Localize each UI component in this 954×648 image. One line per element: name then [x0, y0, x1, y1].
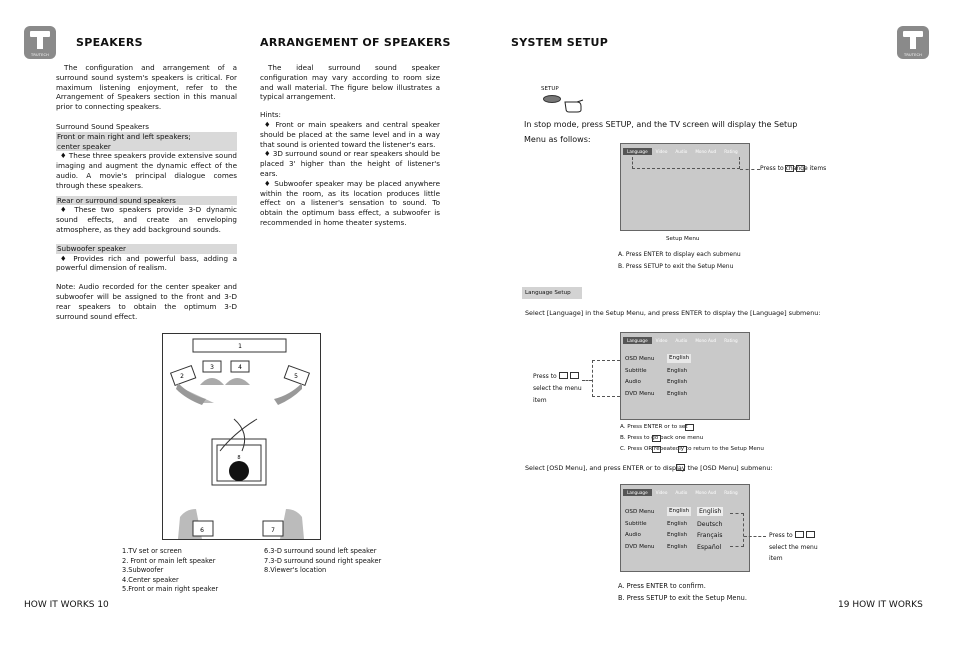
- menu-value-osd: English: [669, 508, 690, 514]
- osd-option-deutsch: Deutsch: [697, 520, 723, 528]
- language-setup-bar: Language Setup: [522, 287, 582, 299]
- step-b: B. Press SETUP to exit the Setup Menu: [618, 263, 734, 270]
- press-select-instructions: Press to select the menu item: [533, 373, 582, 404]
- diagram-label-3: 3: [210, 364, 214, 371]
- menu-value-audio: English: [667, 532, 688, 539]
- tab-audio: Audio: [675, 149, 688, 154]
- menu-item-subtitle: Subtitle: [625, 367, 647, 374]
- final-step-b: B. Press SETUP to exit the Setup Menu.: [618, 594, 747, 602]
- step-a: A. Press ENTER to display each submenu: [618, 251, 741, 258]
- footer-right: 19 HOW IT WORKS: [838, 600, 923, 610]
- speaker-arrangement-diagram: [162, 333, 321, 540]
- instruction-line-1: In stop mode, press SETUP, and the TV screen will display the Setup: [524, 120, 798, 129]
- tab-mono-aud: Mono Aud: [695, 490, 717, 495]
- instruction-line-2: Menu as follows:: [524, 135, 591, 144]
- menu-item-dvd: DVD Menu: [625, 543, 655, 550]
- menu-item-audio: Audio: [625, 532, 641, 539]
- osd-menu-items: [625, 507, 654, 553]
- setup-menu-tabs: [623, 148, 742, 155]
- diagram-legend-right: 6.3-D surround sound left speaker 7.3-D surround sound right speaker 8.Viewer's location: [264, 547, 382, 575]
- select-osd-instruction: Select [OSD Menu], and press ENTER or to display the [OSD Menu] submenu:: [525, 464, 773, 472]
- footer-left: HOW IT WORKS 10: [24, 600, 109, 610]
- menu-value-dvd: English: [667, 390, 688, 397]
- brand-logo-left: TRUTECH: [24, 26, 56, 59]
- menu-value-subtitle: English: [667, 367, 688, 374]
- arrangement-body: The ideal surround sound speaker configuration may vary according to room size and wall material. The figure below illustrates a typical arrangement. Hints: ♦ Front or main speakers and central speaker should be placed at the same level and in a way that sound is oriented toward the listener's ears. ♦ 3D surround sound or rear speakers should be placed 3' higher than the height of listener's ears. ♦ Subwoofer speaker may be placed anywhere within the room, as its location produces little effect on a listener's sensation to sound. To obtain the optimum bass effect, a subwoofer is recommended in home theater systems.: [260, 63, 440, 227]
- system-setup-title: SYSTEM SETUP: [511, 36, 609, 49]
- osd-language-options: [697, 507, 723, 553]
- tab-audio: Audio: [675, 490, 688, 495]
- setup-button-label: SETUP: [541, 86, 559, 92]
- menu-item-dvd: DVD Menu: [625, 390, 655, 397]
- tab-mono-aud: Mono Aud: [695, 149, 717, 154]
- osd-option-espanol: Español: [697, 543, 722, 551]
- menu-item-osd: OSD Menu: [625, 356, 655, 362]
- menu-value-audio: English: [667, 379, 688, 386]
- tab-language: Language: [623, 489, 652, 496]
- tab-language: Language: [623, 337, 652, 344]
- down-arrow-icon: [570, 372, 579, 379]
- menu-value-dvd: English: [667, 543, 688, 550]
- tab-video: Video: [655, 149, 668, 154]
- final-step-a: A. Press ENTER to confirm.: [618, 582, 706, 590]
- osd-option-english: English: [699, 508, 722, 515]
- up-arrow-icon: [559, 372, 568, 379]
- diagram-legend-left: 1.TV set or screen 2. Front or main left speaker 3.Subwoofer 4.Center speaker 5.Front or main right speaker: [122, 547, 219, 594]
- left-arrow-icon: [785, 165, 794, 172]
- tab-video: Video: [655, 338, 668, 343]
- diagram-label-2: 2: [180, 373, 184, 380]
- tab-rating: Rating: [724, 149, 738, 154]
- right-arrow-icon: [676, 464, 685, 471]
- tab-rating: Rating: [724, 490, 738, 495]
- brand-logo-right: TRUTECH: [897, 26, 929, 59]
- menu-item-audio: Audio: [625, 379, 641, 386]
- speakers-title: SPEAKERS: [76, 36, 143, 49]
- setup-button-graphic: [543, 95, 561, 103]
- steps-a: A. Press ENTER or to set: [620, 424, 688, 430]
- pointing-hand-icon: [563, 98, 585, 114]
- diagram-label-7: 7: [271, 527, 275, 534]
- steps-b: B. Press to go back one menu: [620, 435, 704, 441]
- diagram-label-4: 4: [238, 364, 242, 371]
- left-arrow-icon: [652, 446, 661, 453]
- language-menu-items: [625, 354, 654, 400]
- tab-video: Video: [655, 490, 668, 495]
- tab-audio: Audio: [675, 338, 688, 343]
- press-select-instructions-2: Press to select the menu item: [769, 532, 818, 562]
- right-arrow-icon: [796, 165, 805, 172]
- down-arrow-icon: [806, 531, 815, 538]
- right-arrow-icon: [685, 424, 694, 431]
- setup-menu-caption: Setup Menu: [666, 236, 700, 242]
- diagram-label-5: 5: [294, 373, 298, 380]
- steps-c: C. Press OR repeatedly to return to the Setup Menu: [620, 446, 764, 452]
- tab-rating: Rating: [724, 338, 738, 343]
- menu-value-osd: English: [669, 355, 690, 361]
- select-language-instruction: Select [Language] in the Setup Menu, and press ENTER to display the [Language] submenu:: [525, 309, 821, 317]
- menu-value-subtitle: English: [667, 520, 688, 527]
- tab-language: Language: [623, 148, 652, 155]
- left-arrow-icon: [652, 435, 661, 442]
- press-change-items: Press to change items: [760, 165, 827, 172]
- menu-item-subtitle: Subtitle: [625, 520, 647, 527]
- diagram-label-8: 8: [237, 455, 241, 461]
- language-submenu-screen: [620, 332, 750, 420]
- osd-current-values: [667, 507, 691, 553]
- menu-item-osd: OSD Menu: [625, 509, 655, 515]
- osd-option-francais: Français: [697, 532, 723, 540]
- arrangement-title: ARRANGEMENT OF SPEAKERS: [260, 36, 451, 49]
- speakers-body: The configuration and arrangement of a surround sound system's speakers is critical. For maximum listening enjoyment, refer to the Arrangement of Speakers section in this manual prior to connecting speakers. Surround Sound Speakers Front or main right and left speakers; center speaker ♦ These three speakers provide extensive sound imaging and augment the dynamic effect of the audio. A movie's principal dialogue comes through these speakers. Rear or surround sound speakers ♦ These two speakers provide 3-D dynamic sound effects, and create an enveloping atmosphere, as they add background sounds. Subwoofer speaker ♦ Provides rich and powerful bass, adding a powerful dimension of realism. Note: Audio recorded for the center speaker and subwoofer will be assigned to the front and 3-D rear speakers to obtain the optimum 3-D surround sound effect.: [56, 63, 237, 321]
- up-arrow-icon: [678, 446, 687, 453]
- diagram-label-1: 1: [238, 343, 242, 350]
- diagram-label-6: 6: [200, 527, 204, 534]
- up-arrow-icon: [795, 531, 804, 538]
- language-menu-values: [667, 354, 691, 400]
- tab-mono-aud: Mono Aud: [695, 338, 717, 343]
